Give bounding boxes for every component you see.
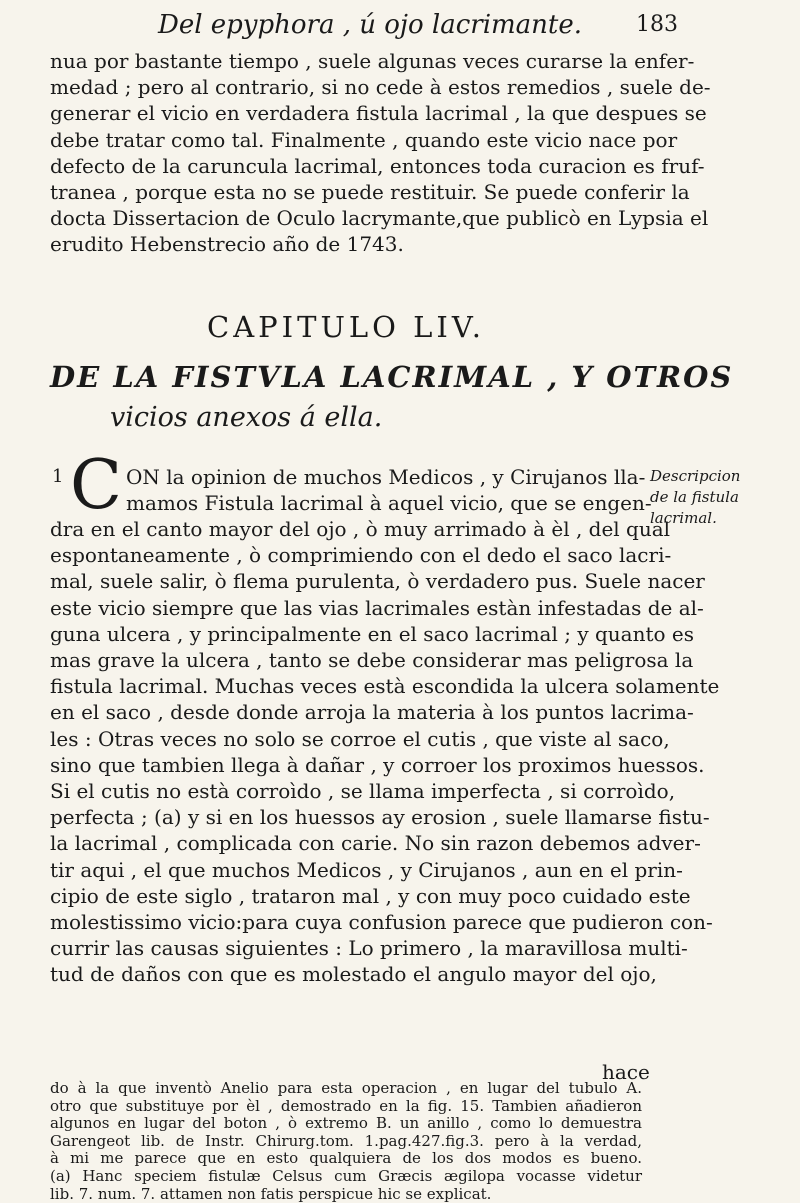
text-line: currir las causas siguientes : Lo primero , la maravillosa multi-	[50, 936, 688, 961]
running-head: Del epyphora , ú ojo lacrimante.	[157, 10, 583, 40]
text-line: generar el vicio en verdadera fistula lacrimal , la que despues se	[50, 101, 707, 126]
footnote-line: algunos en lugar del boton , ò extremo B. un anillo , como lo demuestra	[50, 1114, 642, 1133]
text-line: tud de daños con que es molestado el angulo mayor del ojo,	[50, 962, 657, 987]
text-line: dra en el canto mayor del ojo , ò muy arrimado à èl , del qual	[50, 517, 671, 541]
footnote-line: à mi me parece que en esto qualquiera de los dos modos es bueno.	[50, 1149, 642, 1168]
text-line: perfecta ; (a) y si en los huessos ay erosion , suele llamarse fistu-	[50, 805, 710, 830]
text-line: espontaneamente , ò comprimiendo con el dedo el saco lacri-	[50, 543, 672, 568]
footnote-line: do à la que inventò Anelio para esta operacion , en lugar del tubulo A.	[50, 1079, 642, 1097]
text-line: molestissimo vicio:para cuya confusion parece que pudieron con-	[50, 910, 713, 935]
text-line: erudito Hebenstrecio año de 1743.	[50, 232, 404, 257]
chapter-title: CAPITULO LIV.	[207, 310, 485, 344]
paragraph-number: 1	[52, 466, 64, 487]
text-line: cipio de este siglo , trataron mal , y con muy poco cuidado este	[50, 883, 691, 908]
top-paragraph	[50, 48, 711, 258]
footnote-line: lib. 7. num. 7. attamen non fatis perspicue hic se explicat.	[50, 1184, 492, 1203]
text-line: tranea , porque esta no se puede restituir. Se puede conferir la	[50, 180, 690, 205]
text-line: les : Otras veces no solo se corroe el cutis , que viste al saco,	[50, 726, 670, 751]
text-line: la lacrimal , complicada con carie. No sin razon debemos adver-	[50, 831, 701, 856]
main-paragraph	[50, 516, 720, 988]
text-line: tir aqui , el que muchos Medicos , y Cirujanos , aun en el prin-	[50, 857, 683, 882]
drop-cap: C	[70, 446, 123, 525]
text-line: debe tratar como tal. Finalmente , quando este vicio nace por	[50, 127, 678, 152]
footnote-line: otro que substituye por èl , demostrado en la fig. 15. Tambien añadieron	[50, 1096, 642, 1115]
text-line: defecto de la caruncula lacrimal, entonces toda curacion es fruf-	[50, 153, 705, 178]
text-line: mal, suele salir, ò flema purulenta, ò verdadero pus. Suele nacer	[50, 569, 705, 594]
text-line: guna ulcera , y principalmente en el saco lacrimal ; y quanto es	[50, 621, 694, 646]
text-line: en el saco , desde donde arroja la materia à los puntos lacrima-	[50, 700, 694, 725]
text-line: docta Dissertacion de Oculo lacrymante,que publicò en Lypsia el	[50, 206, 709, 231]
chapter-subtitle: DE LA FISTVLA LACRIMAL , Y OTROS	[50, 360, 734, 394]
footnotes	[50, 1080, 642, 1203]
text-line: sino que tambien llega à dañar , y corroer los proximos huessos.	[50, 752, 705, 777]
catchword: hace	[602, 1060, 650, 1084]
page-number: 183	[636, 12, 678, 37]
chapter-subtitle-continued: vicios anexos á ella.	[110, 402, 383, 433]
margin-note	[650, 466, 790, 529]
drop-cap-lines	[126, 464, 652, 516]
text-line: ON la opinion de muchos Medicos , y Cirujanos lla-	[126, 465, 646, 489]
margin-note-line: lacrimal.	[650, 509, 717, 527]
text-line: mas grave la ulcera , tanto se debe considerar mas peligrosa la	[50, 648, 694, 673]
text-line: Si el cutis no està corroìdo , se llama imperfecta , si corroìdo,	[50, 779, 676, 804]
footnote-line: Garengeot lib. de Instr. Chirurg.tom. 1.pag.427.fig.3. pero à la verdad,	[50, 1131, 642, 1150]
text-line: este vicio siempre que las vias lacrimales estàn infestadas de al-	[50, 595, 704, 620]
text-line: nua por bastante tiempo , suele algunas veces curarse la enfer-	[50, 49, 695, 73]
footnote-line: (a) Hanc speciem fistulæ Celsus cum Græcis ægilopa vocasse videtur	[50, 1166, 642, 1185]
text-line: mamos Fistula lacrimal à aquel vicio, que se engen-	[126, 491, 652, 516]
text-line: medad ; pero al contrario, si no cede à estos remedios , suele de-	[50, 75, 711, 100]
text-line: fistula lacrimal. Muchas veces està escondida la ulcera solamente	[50, 674, 720, 699]
margin-note-line: Descripcion	[650, 467, 741, 485]
margin-note-line: de la fistula	[650, 488, 739, 506]
